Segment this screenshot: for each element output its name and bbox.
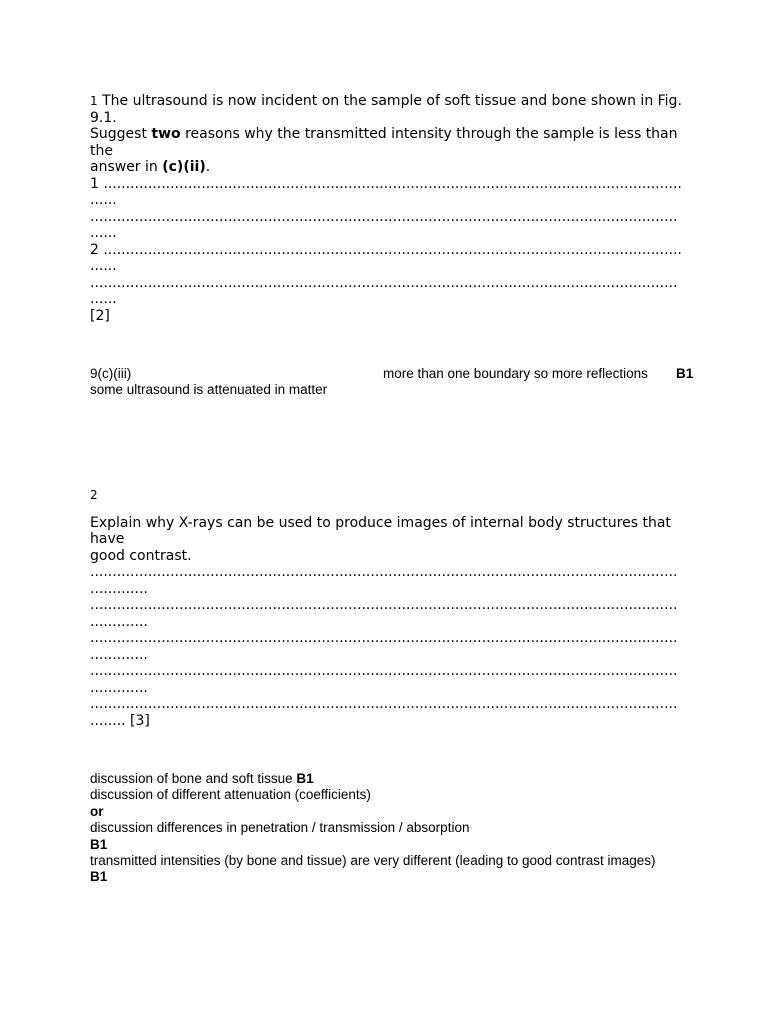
answer-line: .................................................................................................................................... <box>90 696 678 712</box>
mark-scheme-or: or <box>90 803 104 819</box>
mark-label: B1 <box>296 771 314 786</box>
answer-line: .................................................................................................................................... <box>90 208 678 225</box>
answer-line-marks: ........ [3] <box>90 712 150 729</box>
answer-line: .................................................................................................................................... <box>90 663 678 679</box>
question-1-line: answer in (c)(ii). <box>90 159 211 175</box>
mark-scheme-point: transmitted intensities (by bone and tissue) are very different (leading to good contrast images) <box>90 853 656 869</box>
answer-line: ...... <box>90 192 117 208</box>
question-1-line: 9.1. <box>90 109 117 126</box>
answer-line: ...... <box>90 258 117 274</box>
mark-scheme-2 <box>90 771 656 886</box>
question-number: 2 <box>90 488 98 502</box>
mark-scheme-point: more than one boundary so more reflections <box>383 366 648 381</box>
mark-scheme-point: discussion of bone and soft tissue B1 <box>90 771 314 786</box>
mark-label: B1 <box>676 366 694 381</box>
mark-scheme-point: discussion of different attenuation (coefficients) <box>90 787 371 803</box>
answer-line: .................................................................................................................................... <box>90 564 678 580</box>
question-number: 1 <box>90 94 98 108</box>
mark-scheme-ref: 9(c)(iii) <box>90 366 132 381</box>
answer-line: .................................................................................................................................... <box>90 630 678 646</box>
mark-label: B1 <box>90 836 108 852</box>
answer-line: ............. <box>90 580 148 597</box>
answer-line: ...... <box>90 225 117 241</box>
mark-scheme-1 <box>90 366 710 406</box>
answer-line: .................................................................................................................................... <box>90 274 678 291</box>
answer-line: ............. <box>90 679 148 696</box>
question-1-line: 1 The ultrasound is now incident on the sample of soft tissue and bone shown in Fig. <box>90 93 682 109</box>
question-2-line: good contrast. <box>90 547 192 564</box>
mark-label: B1 <box>90 869 108 885</box>
question-1 <box>90 93 690 324</box>
question-2 <box>90 487 690 729</box>
mark-scheme-point: some ultrasound is attenuated in matter <box>90 382 328 397</box>
answer-line: 1 .................................................................................................................................. <box>90 175 682 192</box>
marks-label: [2] <box>90 307 110 324</box>
answer-line: ...... <box>90 291 117 307</box>
question-2-line: Explain why X-rays can be used to produce images of internal body structures that <box>90 514 671 531</box>
question-1-line: Suggest two reasons why the transmitted intensity through the sample is less than <box>90 126 678 142</box>
mark-scheme-point: discussion differences in penetration / transmission / absorption <box>90 820 470 836</box>
question-1-line: the <box>90 142 113 159</box>
question-2-line: have <box>90 531 125 547</box>
answer-line: ............. <box>90 646 148 663</box>
answer-line: ............. <box>90 613 148 630</box>
answer-line: 2 .................................................................................................................................. <box>90 241 682 258</box>
answer-line: .................................................................................................................................... <box>90 597 678 613</box>
